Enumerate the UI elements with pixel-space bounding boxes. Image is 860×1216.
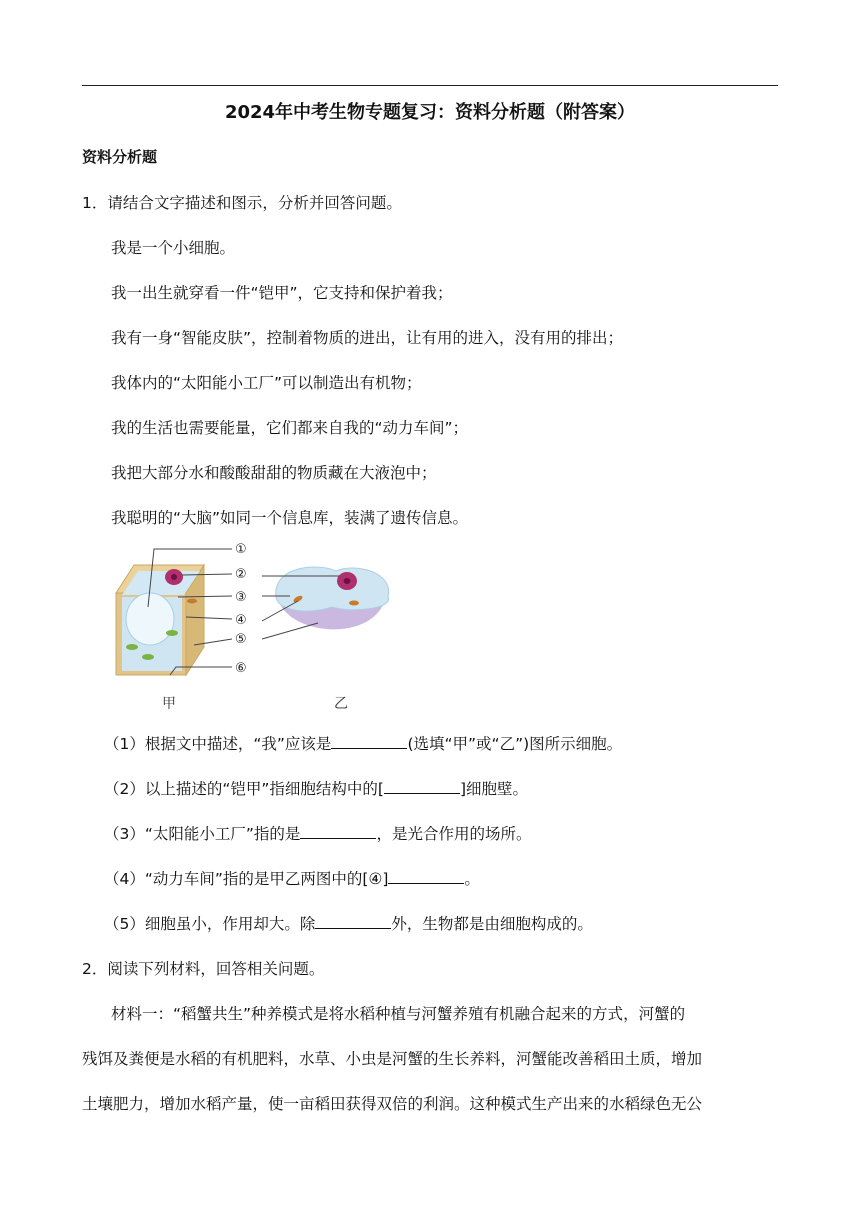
markers [235, 542, 247, 676]
q1-sub-4-text-a: （4）“动力车间”指的是甲乙两图中的[④] [104, 870, 389, 888]
q1-line-7: 我聪明的“大脑”如同一个信息库，装满了遗传信息。 [111, 509, 469, 527]
marker-3: ③ [235, 590, 247, 605]
q1-line-4: 我体内的“太阳能小工厂”可以制造出有机物； [111, 374, 422, 392]
q1-line-1: 我是一个小细胞。 [111, 239, 236, 257]
q1-line-3: 我有一身“智能皮肤”，控制着物质的进出，让有用的进入，没有用的排出； [111, 329, 624, 347]
q1-sub-2 [104, 777, 528, 799]
q1-sub-3-text-a: （3）“太阳能小工厂”指的是 [104, 825, 301, 843]
figure-label-jia: 甲 [162, 696, 176, 712]
animal-mitochondrion-2 [349, 601, 359, 606]
marker-4: ④ [235, 613, 247, 628]
chloroplast-3 [142, 654, 154, 660]
chloroplast-1 [126, 644, 138, 650]
cell-diagram-svg [104, 535, 404, 715]
answer-blank-2[interactable] [384, 792, 460, 794]
answer-blank-1[interactable] [331, 747, 407, 749]
q1-stem: 1．请结合文字描述和图示，分析并回答问题。 [82, 194, 402, 212]
marker-2: ② [235, 567, 247, 582]
marker-1: ① [235, 542, 247, 557]
top-rule [82, 85, 778, 86]
chloroplast-2 [166, 630, 178, 636]
q1-sub-5-text-a: （5）细胞虽小，作用却大。除 [104, 915, 316, 933]
answer-blank-3[interactable] [300, 837, 376, 839]
q2-paragraph-line-3: 土壤肥力，增加水稻产量，使一亩稻田获得双倍的利润。这种模式生产出来的水稻绿色无公 [82, 1095, 703, 1113]
q1-sub-5-text-b: 外，生物都是由细胞构成的。 [391, 915, 593, 933]
plant-nucleolus [171, 574, 177, 580]
q2-paragraph-line-2: 残饵及粪便是水稻的有机肥料，水草、小虫是河蟹的生长养料，河蟹能改善稻田土质，增加 [82, 1050, 703, 1068]
q1-sub-3-text-b: ，是光合作用的场所。 [376, 825, 532, 843]
plant-cell [116, 565, 204, 675]
answer-blank-4[interactable] [388, 882, 464, 884]
animal-nucleolus [344, 578, 351, 584]
plant-mitochondrion [187, 599, 197, 604]
q1-sub-2-text-b: ]细胞壁。 [459, 780, 529, 798]
q1-sub-1-text-a: （1）根据文中描述，“我”应该是 [104, 735, 332, 753]
q1-line-6: 我把大部分水和酸酸甜甜的物质藏在大液泡中； [111, 464, 437, 482]
q1-sub-2-text-a: （2）以上描述的“铠甲”指细胞结构中的[ [104, 780, 384, 798]
marker-6: ⑥ [235, 661, 247, 676]
q2-stem: 2．阅读下列材料，回答相关问题。 [82, 960, 325, 978]
q1-sub-4-text-b: 。 [464, 870, 480, 888]
figure-label-yi: 乙 [334, 696, 348, 712]
q1-sub-5 [104, 912, 593, 934]
q2-paragraph-line-1: 材料一：“稻蟹共生”种养模式是将水稻种植与河蟹养殖有机融合起来的方式，河蟹的 [111, 1005, 686, 1023]
q1-sub-3 [104, 822, 531, 844]
answer-blank-5[interactable] [315, 927, 391, 929]
q1-sub-1-text-b: (选填“甲”或“乙”)图所示细胞。 [407, 735, 623, 753]
section-heading: 资料分析题 [82, 148, 158, 166]
q1-sub-1 [104, 732, 622, 754]
cell-diagram [104, 535, 404, 715]
q1-sub-4 [104, 867, 480, 889]
q1-line-5: 我的生活也需要能量，它们都来自我的“动力车间”； [111, 419, 469, 437]
q1-line-2: 我一出生就穿看一件“铠甲”，它支持和保护着我； [111, 284, 453, 302]
plant-vacuole [126, 593, 174, 645]
page-title: 2024年中考生物专题复习：资料分析题（附答案） [224, 102, 636, 123]
marker-5: ⑤ [235, 632, 247, 647]
